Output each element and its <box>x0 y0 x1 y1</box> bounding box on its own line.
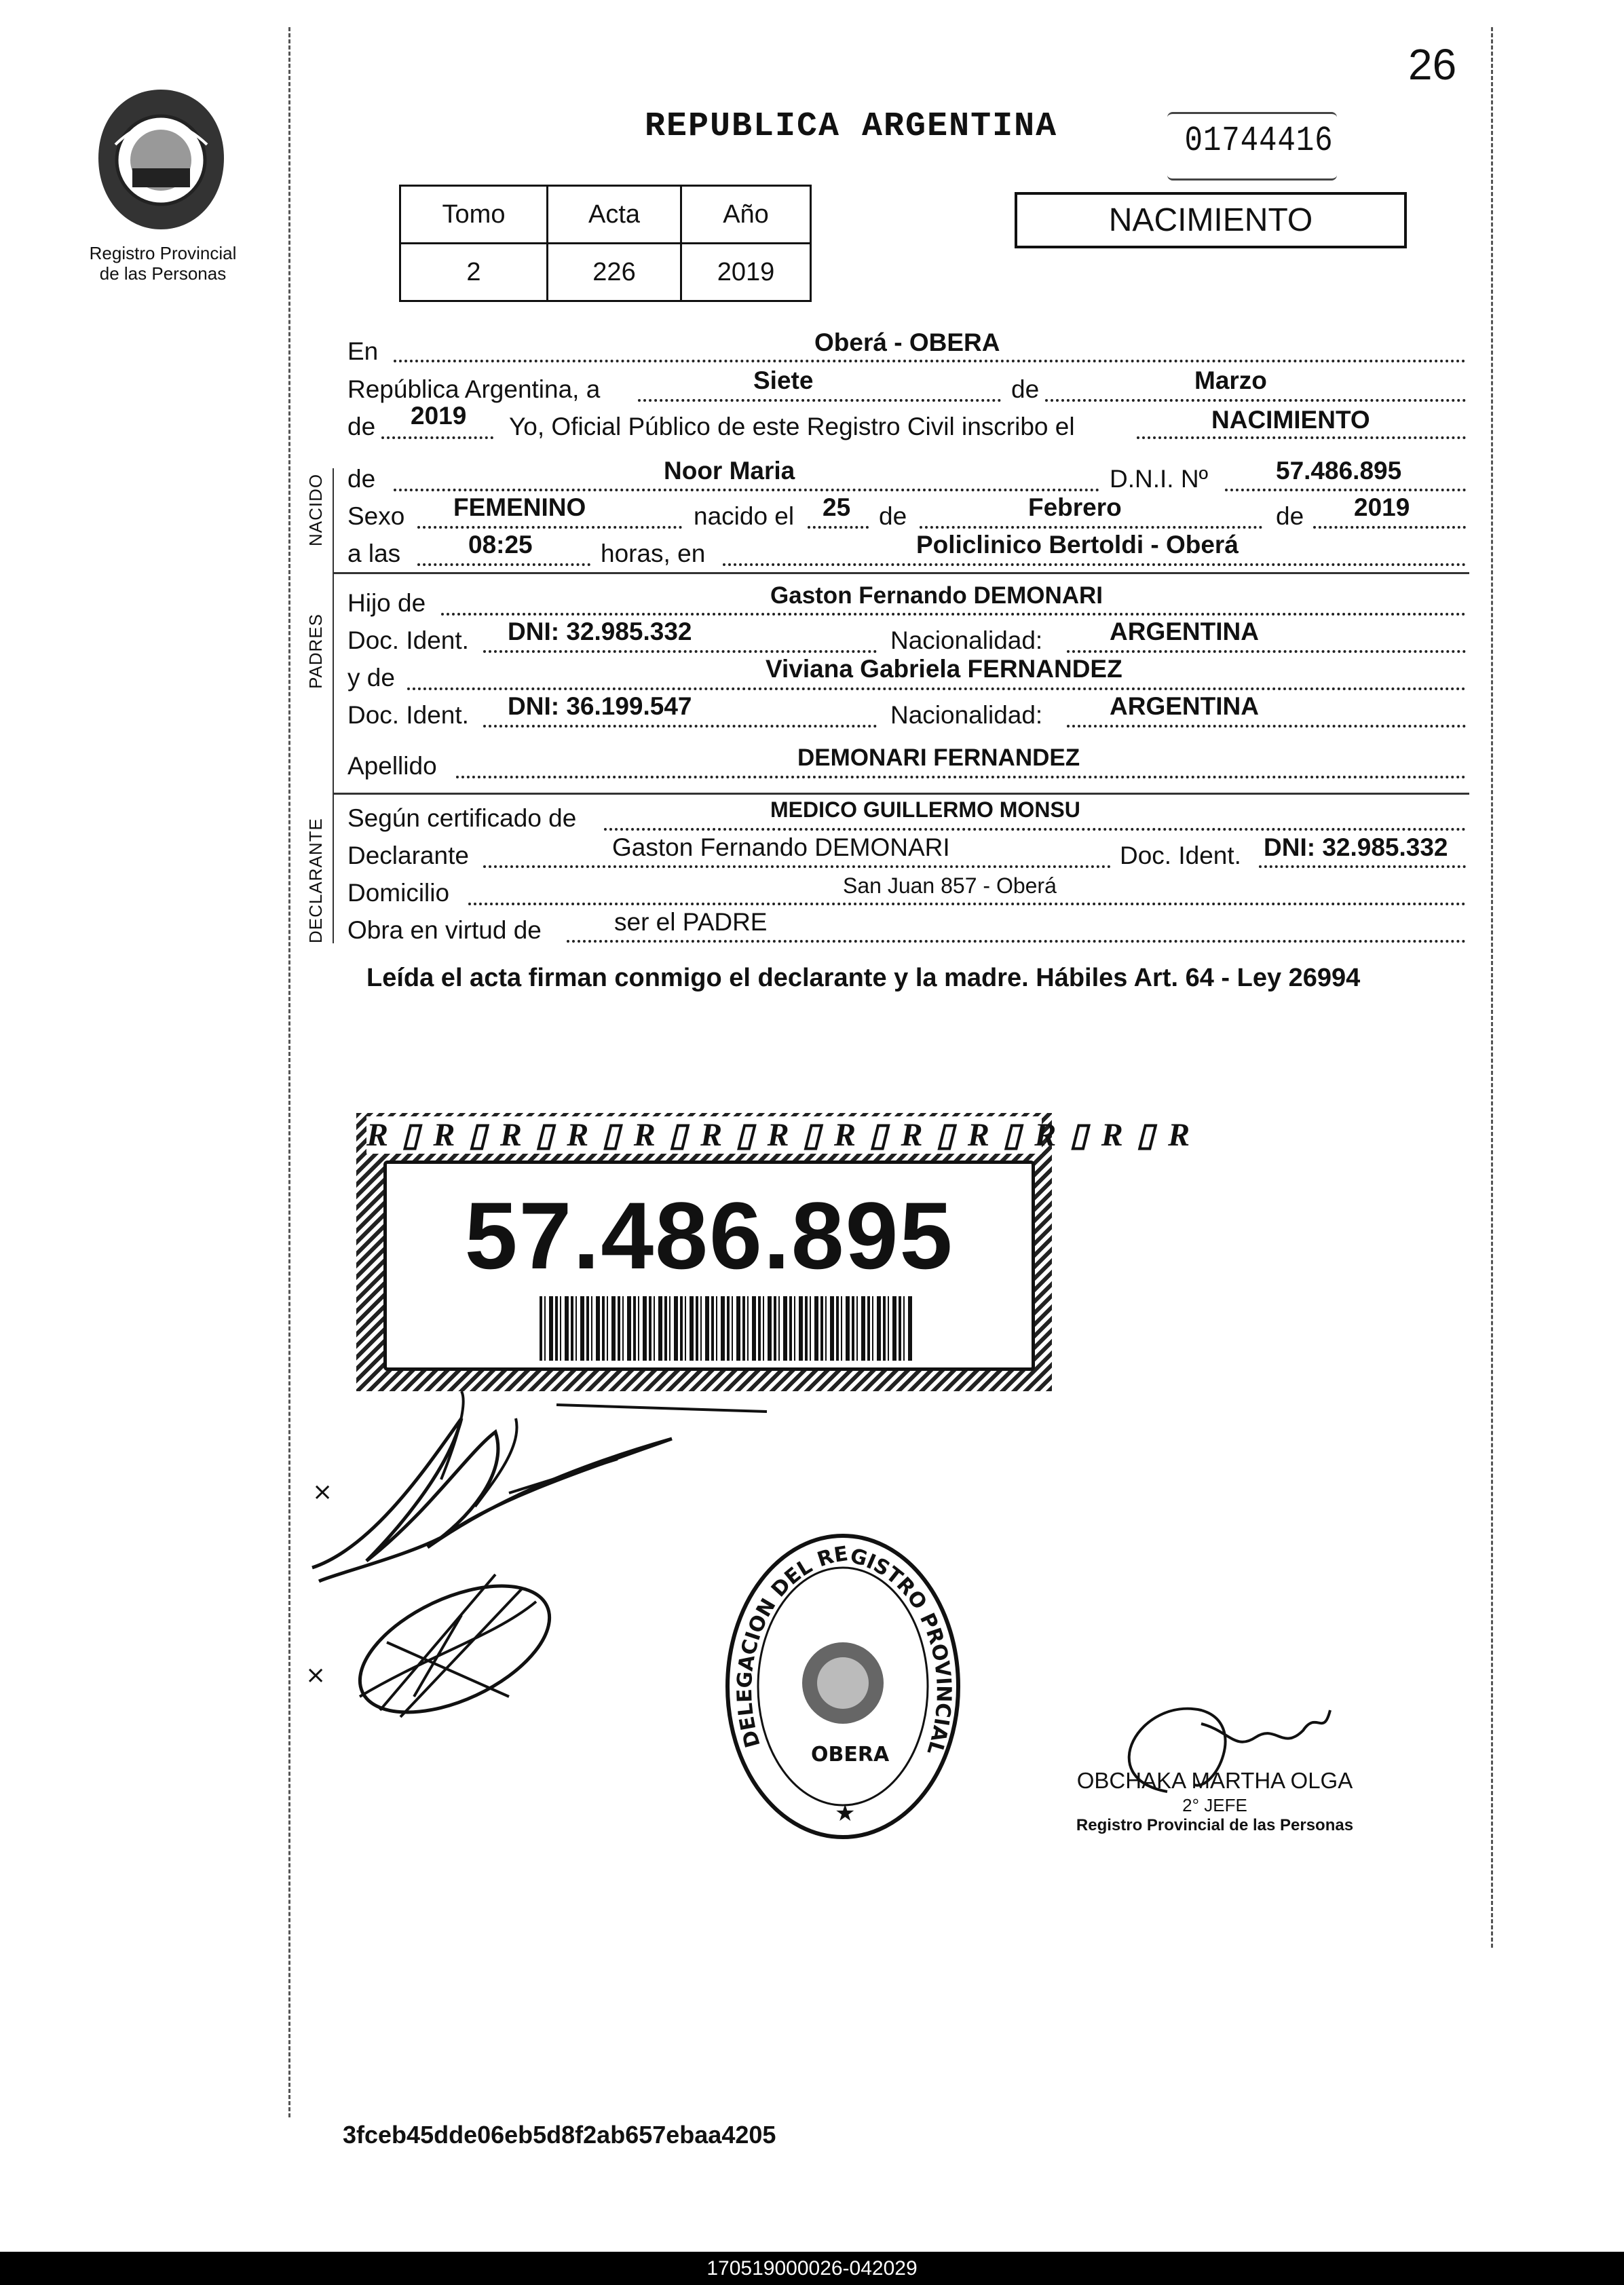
stamp-arc-text: DELEGACION DEL REGISTRO PROVINCIAL <box>732 1541 956 1758</box>
record-table <box>399 185 812 302</box>
label-segun: Según certificado de <box>347 804 577 832</box>
divider <box>333 793 1469 795</box>
field-madre-doc: DNI: 36.199.547 <box>508 692 692 720</box>
field-certificado: MEDICO GUILLERMO MONSU <box>770 797 1080 822</box>
label-republica: República Argentina, a <box>347 375 601 403</box>
field-nac-anio: 2019 <box>1354 493 1410 521</box>
label-de-nombre: de <box>347 465 376 493</box>
header-acta: Acta <box>548 186 681 244</box>
section-line <box>333 468 334 943</box>
document-hash: 3fceb45dde06eb5d8f2ab657ebaa4205 <box>343 2121 776 2149</box>
label-declarante: Declarante <box>347 842 469 869</box>
value-anio: 2019 <box>681 244 811 301</box>
serial-box <box>1167 112 1337 181</box>
dotted-line <box>1313 526 1466 529</box>
table-row <box>400 186 811 244</box>
dotted-line <box>468 903 1466 905</box>
dotted-line <box>567 940 1466 943</box>
field-sexo: FEMENINO <box>453 493 586 521</box>
label-y-de: y de <box>347 664 395 692</box>
dni-card-number: 57.486.895 <box>464 1182 954 1289</box>
label-inscribo: Yo, Oficial Público de este Registro Civil inscribo el <box>509 413 1075 440</box>
field-dni: 57.486.895 <box>1276 457 1402 485</box>
field-nac-dia: 25 <box>823 493 851 521</box>
registry-name <box>68 243 258 284</box>
field-declarante: Gaston Fernando DEMONARI <box>612 833 950 861</box>
dotted-line <box>441 613 1466 616</box>
label-dni: D.N.I. Nº <box>1110 465 1209 493</box>
dotted-line <box>1045 399 1466 402</box>
svg-text:OBERA: OBERA <box>811 1743 890 1767</box>
label-obra: Obra en virtud de <box>347 916 542 944</box>
field-acto: NACIMIENTO <box>1211 406 1370 434</box>
dni-card <box>356 1113 1193 1391</box>
label-horas-en: horas, en <box>601 540 706 567</box>
divider <box>333 572 1469 574</box>
dotted-line <box>723 563 1466 566</box>
field-lugar: Oberá - OBERA <box>814 328 1000 356</box>
dotted-line <box>394 489 1099 491</box>
field-dia: Siete <box>753 366 814 394</box>
dotted-line <box>638 399 1001 402</box>
dotted-line <box>407 687 1466 690</box>
label-domicilio: Domicilio <box>347 879 450 907</box>
dotted-line <box>417 563 590 566</box>
footer-bar <box>0 2252 1624 2285</box>
field-virtud: ser el PADRE <box>614 908 768 936</box>
official-role: 2° JEFE <box>1182 1795 1247 1815</box>
field-nac-mes: Febrero <box>1028 493 1122 521</box>
label-sexo: Sexo <box>347 502 405 530</box>
dotted-line <box>483 865 1111 868</box>
registry-line-2: de las Personas <box>99 263 227 284</box>
label-doc-ident-padre: Doc. Ident. <box>347 626 469 654</box>
table-row <box>400 244 811 301</box>
registry-stamp <box>723 1530 964 1843</box>
serial-number: 01744416 <box>1184 121 1334 161</box>
official-name: OBCHAKA MARTHA OLGA <box>1076 1768 1353 1793</box>
header-anio: Año <box>681 186 811 244</box>
field-anio: 2019 <box>411 402 467 430</box>
label-de-mes: de <box>879 502 907 530</box>
label-en: En <box>347 337 379 365</box>
margin-line-left <box>288 27 290 2117</box>
official-block <box>1055 1768 1374 1835</box>
field-padre-doc: DNI: 32.985.332 <box>508 618 692 645</box>
dotted-line <box>394 360 1466 362</box>
registry-line-1: Registro Provincial <box>89 243 237 263</box>
section-label-padres: PADRES <box>305 613 326 689</box>
barcode <box>540 1296 913 1361</box>
footer-code: 170519000026-042029 <box>706 2257 918 2280</box>
svg-text:×: × <box>312 1478 333 1506</box>
field-padre-nac: ARGENTINA <box>1110 618 1259 645</box>
dotted-line <box>1259 865 1466 868</box>
dotted-line <box>417 526 682 529</box>
label-hijo-de: Hijo de <box>347 589 426 617</box>
label-de-anio-nac: de <box>1276 502 1304 530</box>
dotted-line <box>808 526 869 529</box>
dotted-line <box>1067 725 1466 728</box>
margin-line-right <box>1491 27 1493 1948</box>
value-tomo: 2 <box>400 244 548 301</box>
field-madre: Viviana Gabriela FERNANDEZ <box>766 655 1122 683</box>
label-de-anio: de <box>347 413 376 440</box>
section-label-nacido: NACIDO <box>305 473 326 546</box>
value-acta: 226 <box>548 244 681 301</box>
field-mes: Marzo <box>1194 366 1267 394</box>
dni-card-inner <box>383 1160 1035 1371</box>
dotted-line <box>483 725 877 728</box>
dotted-line <box>456 776 1466 778</box>
dotted-line <box>1137 436 1466 439</box>
svg-text:★: ★ <box>835 1800 856 1827</box>
dotted-line <box>483 650 877 653</box>
label-nacionalidad-padre: Nacionalidad: <box>890 626 1043 654</box>
dni-card-pattern: R ▯ R ▯ R ▯ R ▯ R ▯ R ▯ R ▯ R ▯ R ▯ R ▯ R ▯ R ▯ R <box>366 1117 1193 1153</box>
label-nacido-el: nacido el <box>694 502 795 530</box>
dotted-line <box>920 526 1262 529</box>
field-padre: Gaston Fernando DEMONARI <box>770 582 1103 609</box>
section-label-declarante: DECLARANTE <box>305 818 326 943</box>
official-org: Registro Provincial de las Personas <box>1076 1816 1354 1834</box>
label-de: de <box>1011 375 1040 403</box>
dotted-line <box>1067 650 1466 653</box>
dotted-line <box>1225 489 1466 491</box>
label-doc-ident-madre: Doc. Ident. <box>347 701 469 729</box>
label-a-las: a las <box>347 540 401 567</box>
field-nombre: Noor Maria <box>664 457 795 485</box>
header-tomo: Tomo <box>400 186 548 244</box>
field-lugar-nac: Policlinico Bertoldi - Oberá <box>916 531 1239 559</box>
page-number: 26 <box>1408 40 1457 89</box>
dotted-line <box>604 828 1466 831</box>
field-domicilio: San Juan 857 - Oberá <box>843 873 1057 898</box>
doc-type-box: NACIMIENTO <box>1015 192 1407 248</box>
registry-seal-icon <box>95 87 227 233</box>
svg-text:×: × <box>305 1661 326 1689</box>
closing-text: Leída el acta firman conmigo el declarante y la madre. Hábiles Art. 64 - Ley 26994 <box>366 964 1361 992</box>
label-apellido: Apellido <box>347 752 437 780</box>
field-hora: 08:25 <box>468 531 533 559</box>
dotted-line <box>381 436 493 439</box>
field-madre-nac: ARGENTINA <box>1110 692 1259 720</box>
signature-madre <box>292 1561 563 1737</box>
field-declarante-doc: DNI: 32.985.332 <box>1264 833 1448 861</box>
label-doc-ident-declarante: Doc. Ident. <box>1120 842 1241 869</box>
document-title: REPUBLICA ARGENTINA <box>645 107 1058 146</box>
field-apellido: DEMONARI FERNANDEZ <box>797 744 1080 771</box>
label-nacionalidad-madre: Nacionalidad: <box>890 701 1043 729</box>
